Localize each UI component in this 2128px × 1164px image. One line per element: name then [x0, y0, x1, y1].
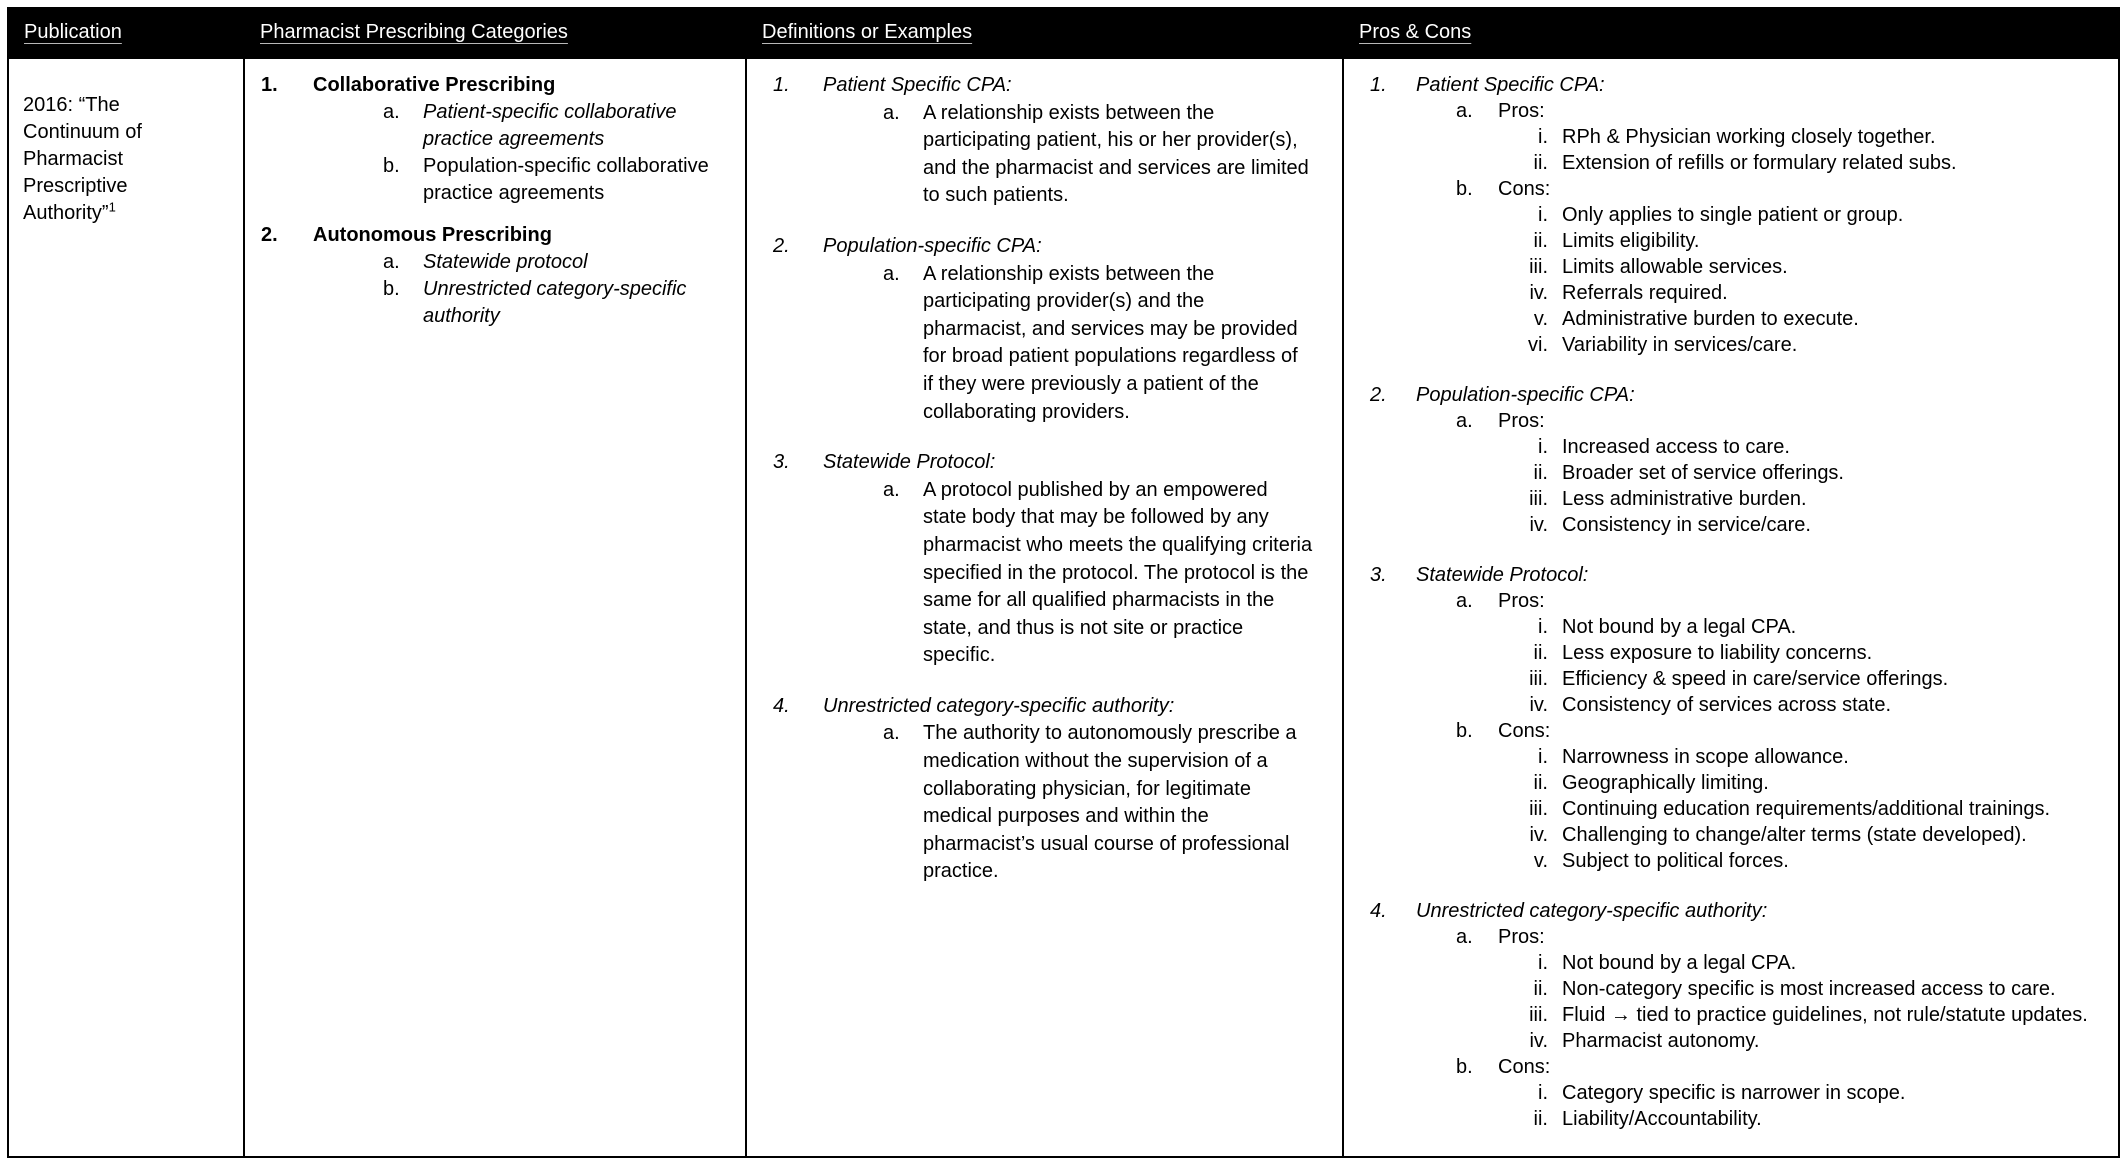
- pros-cons-subitem-text: Efficiency & speed in care/service offerings.: [1562, 668, 1949, 690]
- pros-cons-number: 4.: [1370, 900, 1387, 922]
- pros-cons-subitem-text: Geographically limiting.: [1562, 772, 1769, 794]
- pros-cons-item: [1358, 382, 2110, 538]
- pros-cons-subitem-text: Administrative burden to execute.: [1562, 308, 1859, 330]
- pros-cons-subitem-text: Not bound by a legal CPA.: [1562, 952, 1797, 974]
- pros-cons-subitem-text: Pharmacist autonomy.: [1562, 1030, 1760, 1052]
- pros-cons-subitem-marker: i.: [1538, 436, 1548, 458]
- pros-cons-subitem: [1358, 512, 2110, 538]
- pros-cons-subitem-text: Challenging to change/alter terms (state developed).: [1562, 824, 2027, 846]
- pros-cons-group-label: Pros:: [1498, 100, 1545, 122]
- pros-cons-subitem: [1358, 666, 2110, 692]
- definition-subitem: [761, 100, 1334, 210]
- column-header-label: Pros & Cons: [1359, 21, 1472, 43]
- pros-cons-subitem-text: Variability in services/care.: [1562, 334, 1798, 356]
- pros-cons-item: [1358, 562, 2110, 874]
- definition-subitem: [761, 261, 1334, 427]
- pros-cons-subitem: [1358, 434, 2110, 460]
- pros-cons-subitem: [1358, 744, 2110, 770]
- pros-cons-number: 2.: [1370, 384, 1387, 406]
- pros-cons-subitem-marker: iii.: [1529, 256, 1548, 278]
- pros-cons-group-marker: a.: [1456, 410, 1473, 432]
- definition-item: [761, 449, 1334, 670]
- definition-title: Population-specific CPA:: [823, 234, 1042, 257]
- column-header-label: Publication: [24, 21, 122, 43]
- pros-cons-group-heading: [1358, 1054, 2110, 1080]
- pros-cons-subitem: [1358, 150, 2110, 176]
- pros-cons-subitem-marker: i.: [1538, 616, 1548, 638]
- definition-subitem: [761, 720, 1334, 886]
- pros-cons-subitem-text: Less administrative burden.: [1562, 488, 1807, 510]
- pros-cons-subitem: [1358, 228, 2110, 254]
- definition-number: 4.: [773, 694, 790, 717]
- definition-number: 2.: [773, 234, 790, 257]
- pros-cons-group-label: Pros:: [1498, 590, 1545, 612]
- category-subitem-text: Unrestricted category-specific authority: [423, 278, 687, 327]
- pros-cons-subitem-text: Increased access to care.: [1562, 436, 1790, 458]
- pros-cons-subitem: [1358, 770, 2110, 796]
- category-subitem: [259, 153, 737, 207]
- pros-cons-subitem-text: Continuing education requirements/additional trainings.: [1562, 798, 2051, 820]
- pros-cons-subitem-marker: ii.: [1533, 772, 1548, 794]
- pros-cons-subitem-marker: iii.: [1529, 798, 1548, 820]
- pros-cons-title: Population-specific CPA:: [1416, 384, 1635, 406]
- column-header-publication: [9, 9, 245, 59]
- definition-subitem-marker: a.: [883, 262, 900, 285]
- pros-cons-group-heading: [1358, 924, 2110, 950]
- publication-title: 2016: “The Continuum of Pharmacist Prescriptive Authority”: [23, 94, 142, 224]
- pros-cons-title: Statewide Protocol:: [1416, 564, 1589, 586]
- definition-subitem-marker: a.: [883, 722, 900, 745]
- pros-cons-subitem-text: RPh & Physician working closely together.: [1562, 126, 1936, 148]
- table-header-row: [9, 9, 2118, 59]
- pros-cons-item: [1358, 72, 2110, 358]
- column-header-pros-cons: [1344, 9, 2118, 59]
- pros-cons-subitem: [1358, 306, 2110, 332]
- pros-cons-title: Unrestricted category-specific authority:: [1416, 900, 1768, 922]
- pros-cons-group-heading: [1358, 98, 2110, 124]
- pros-cons-subitem-text: Broader set of service offerings.: [1562, 462, 1844, 484]
- definition-subitem-marker: a.: [883, 478, 900, 501]
- pros-cons-subitem-marker: iv.: [1529, 694, 1548, 716]
- pros-cons-subitem: [1358, 486, 2110, 512]
- category-subitem-text: Statewide protocol: [423, 251, 588, 273]
- category-item: [259, 72, 737, 207]
- category-subitem: [259, 276, 737, 330]
- pros-cons-subitem-marker: i.: [1538, 746, 1548, 768]
- pros-cons-subitem-marker: iii.: [1529, 1004, 1548, 1026]
- pros-cons-group-label: Pros:: [1498, 410, 1545, 432]
- pros-cons-subitem: [1358, 1106, 2110, 1132]
- pros-cons-subitem-text: Subject to political forces.: [1562, 850, 1789, 872]
- category-subitem: [259, 99, 737, 153]
- pros-cons-subitem: [1358, 124, 2110, 150]
- pros-cons-subitem-text: Category specific is narrower in scope.: [1562, 1082, 1906, 1104]
- prescribing-authority-table: [7, 7, 2120, 1158]
- category-subitem-text: Population-specific collaborative practice agreements: [423, 155, 709, 204]
- pros-cons-subitem-marker: ii.: [1533, 152, 1548, 174]
- pros-cons-subitem: [1358, 950, 2110, 976]
- pros-cons-group-marker: a.: [1456, 926, 1473, 948]
- pros-cons-subitem-text: Only applies to single patient or group.: [1562, 204, 1904, 226]
- pros-cons-subitem: [1358, 796, 2110, 822]
- pros-cons-group-marker: a.: [1456, 590, 1473, 612]
- definition-heading: [761, 233, 1334, 261]
- category-subitem: [259, 249, 737, 276]
- definition-subitem-text: The authority to autonomously prescribe a medication without the supervision of a collaborating physician, for legitimate medical purposes and within the pharmacist’s usual course of professional practice.: [923, 722, 1297, 883]
- pros-cons-subitem-marker: ii.: [1533, 230, 1548, 252]
- pros-cons-group-heading: [1358, 408, 2110, 434]
- pros-cons-group-heading: [1358, 588, 2110, 614]
- pros-cons-subitem-marker: iv.: [1529, 1030, 1548, 1052]
- pros-cons-item: [1358, 898, 2110, 1132]
- pros-cons-subitem-marker: iii.: [1529, 488, 1548, 510]
- pros-cons-subitem: [1358, 1080, 2110, 1106]
- definition-title: Patient Specific CPA:: [823, 74, 1012, 96]
- definition-subitem-marker: a.: [883, 101, 900, 124]
- pros-cons-subitem-text: Non-category specific is most increased access to care.: [1562, 978, 2056, 1000]
- pros-cons-heading: [1358, 562, 2110, 588]
- pros-cons-subitem-marker: ii.: [1533, 462, 1548, 484]
- pros-cons-subitem-text: Limits eligibility.: [1562, 230, 1700, 252]
- pros-cons-subitem-text: Narrowness in scope allowance.: [1562, 746, 1849, 768]
- category-subitem-marker: a.: [383, 101, 400, 123]
- pros-cons-subitem-text: Fluid → tied to practice guidelines, not rule/statute updates.: [1562, 1004, 2088, 1026]
- publication-text: [23, 92, 175, 227]
- category-subitem-marker: b.: [383, 155, 400, 177]
- pros-cons-subitem-marker: iv.: [1529, 282, 1548, 304]
- definition-heading: [761, 449, 1334, 477]
- pros-cons-subitem: [1358, 280, 2110, 306]
- definition-subitem-text: A relationship exists between the participating provider(s) and the pharmacist, and services may be provided for broad patient populations regardless of if they were previously a patient of the collaborating providers.: [923, 262, 1298, 423]
- definition-subitem: [761, 477, 1334, 670]
- pros-cons-subitem-text: Consistency of services across state.: [1562, 694, 1892, 716]
- pros-cons-subitem: [1358, 848, 2110, 874]
- pros-cons-subitem-marker: iv.: [1529, 514, 1548, 536]
- definitions-cell: [747, 59, 1344, 1156]
- pros-cons-group-heading: [1358, 176, 2110, 202]
- pros-cons-subitem-marker: ii.: [1533, 1108, 1548, 1130]
- pros-cons-subitem-text: Liability/Accountability.: [1562, 1108, 1762, 1130]
- pros-cons-subitem-marker: i.: [1538, 1082, 1548, 1104]
- categories-cell: [245, 59, 747, 1156]
- column-header-definitions: [747, 9, 1344, 59]
- pros-cons-subitem: [1358, 640, 2110, 666]
- pros-cons-heading: [1358, 382, 2110, 408]
- pros-cons-subitem: [1358, 822, 2110, 848]
- definition-title: Unrestricted category-specific authority:: [823, 694, 1175, 717]
- definition-subitem-text: A relationship exists between the participating patient, his or her provider(s), and the pharmacist and services are limited to such patients.: [923, 101, 1309, 207]
- pros-cons-group-marker: a.: [1456, 100, 1473, 122]
- pros-cons-group-label: Cons:: [1498, 720, 1551, 742]
- column-header-categories: [245, 9, 747, 59]
- category-number: 1.: [261, 74, 278, 96]
- pros-cons-subitem-text: Limits allowable services.: [1562, 256, 1788, 278]
- category-heading: [259, 72, 737, 99]
- category-item: [259, 222, 737, 330]
- column-header-label: Pharmacist Prescribing Categories: [260, 21, 568, 43]
- pros-cons-group-marker: b.: [1456, 720, 1473, 742]
- category-subitem-marker: b.: [383, 278, 400, 300]
- pros-cons-subitem-text: Extension of refills or formulary related subs.: [1562, 152, 1957, 174]
- definition-number: 1.: [773, 74, 790, 96]
- pros-cons-number: 1.: [1370, 74, 1387, 96]
- pros-cons-subitem: [1358, 460, 2110, 486]
- pros-cons-number: 3.: [1370, 564, 1387, 586]
- category-subitem-text: Patient-specific collaborative practice agreements: [423, 101, 677, 150]
- definition-title: Statewide Protocol:: [823, 451, 996, 474]
- pros-cons-cell: [1344, 59, 2118, 1156]
- pros-cons-subitem-marker: v.: [1533, 850, 1548, 872]
- pros-cons-heading: [1358, 72, 2110, 98]
- pros-cons-subitem-marker: i.: [1538, 126, 1548, 148]
- pros-cons-subitem: [1358, 254, 2110, 280]
- pros-cons-subitem-text: Less exposure to liability concerns.: [1562, 642, 1873, 664]
- pros-cons-subitem-text: Not bound by a legal CPA.: [1562, 616, 1797, 638]
- citation-superscript: 1: [108, 199, 116, 215]
- pros-cons-group-label: Cons:: [1498, 1056, 1551, 1078]
- table-body-row: [9, 59, 2118, 1156]
- pros-cons-subitem: [1358, 614, 2110, 640]
- pros-cons-subitem-marker: vi.: [1528, 334, 1548, 356]
- pros-cons-group-marker: b.: [1456, 178, 1473, 200]
- definition-heading: [761, 72, 1334, 100]
- definition-item: [761, 72, 1334, 210]
- pros-cons-subitem-marker: iv.: [1529, 824, 1548, 846]
- pros-cons-subitem-marker: v.: [1533, 308, 1548, 330]
- pros-cons-subitem: [1358, 976, 2110, 1002]
- category-title: Autonomous Prescribing: [313, 224, 552, 246]
- pros-cons-title: Patient Specific CPA:: [1416, 74, 1605, 96]
- pros-cons-subitem-marker: ii.: [1533, 642, 1548, 664]
- pros-cons-group-heading: [1358, 718, 2110, 744]
- pros-cons-subitem-marker: i.: [1538, 952, 1548, 974]
- pros-cons-subitem-marker: ii.: [1533, 978, 1548, 1000]
- definition-item: [761, 233, 1334, 426]
- definition-subitem-text: A protocol published by an empowered state body that may be followed by any pharmacist who meets the qualifying criteria specified in the protocol. The protocol is the same for all qualified pharmacists in the state, and thus is not site or practice specific.: [923, 478, 1313, 667]
- pros-cons-subitem-text: Consistency in service/care.: [1562, 514, 1811, 536]
- definition-item: [761, 693, 1334, 886]
- column-header-label: Definitions or Examples: [762, 21, 973, 43]
- category-title: Collaborative Prescribing: [313, 74, 556, 96]
- pros-cons-subitem-marker: iii.: [1529, 668, 1548, 690]
- definition-number: 3.: [773, 451, 790, 474]
- pros-cons-subitem-text: Referrals required.: [1562, 282, 1728, 304]
- pros-cons-subitem: [1358, 1002, 2110, 1028]
- publication-cell: [9, 59, 245, 1156]
- pros-cons-group-label: Pros:: [1498, 926, 1545, 948]
- definition-heading: [761, 693, 1334, 721]
- pros-cons-subitem: [1358, 332, 2110, 358]
- pros-cons-heading: [1358, 898, 2110, 924]
- category-heading: [259, 222, 737, 249]
- pros-cons-subitem: [1358, 1028, 2110, 1054]
- pros-cons-group-label: Cons:: [1498, 178, 1551, 200]
- pros-cons-group-marker: b.: [1456, 1056, 1473, 1078]
- pros-cons-subitem: [1358, 202, 2110, 228]
- category-subitem-marker: a.: [383, 251, 400, 273]
- category-number: 2.: [261, 224, 278, 246]
- pros-cons-subitem-marker: i.: [1538, 204, 1548, 226]
- pros-cons-subitem: [1358, 692, 2110, 718]
